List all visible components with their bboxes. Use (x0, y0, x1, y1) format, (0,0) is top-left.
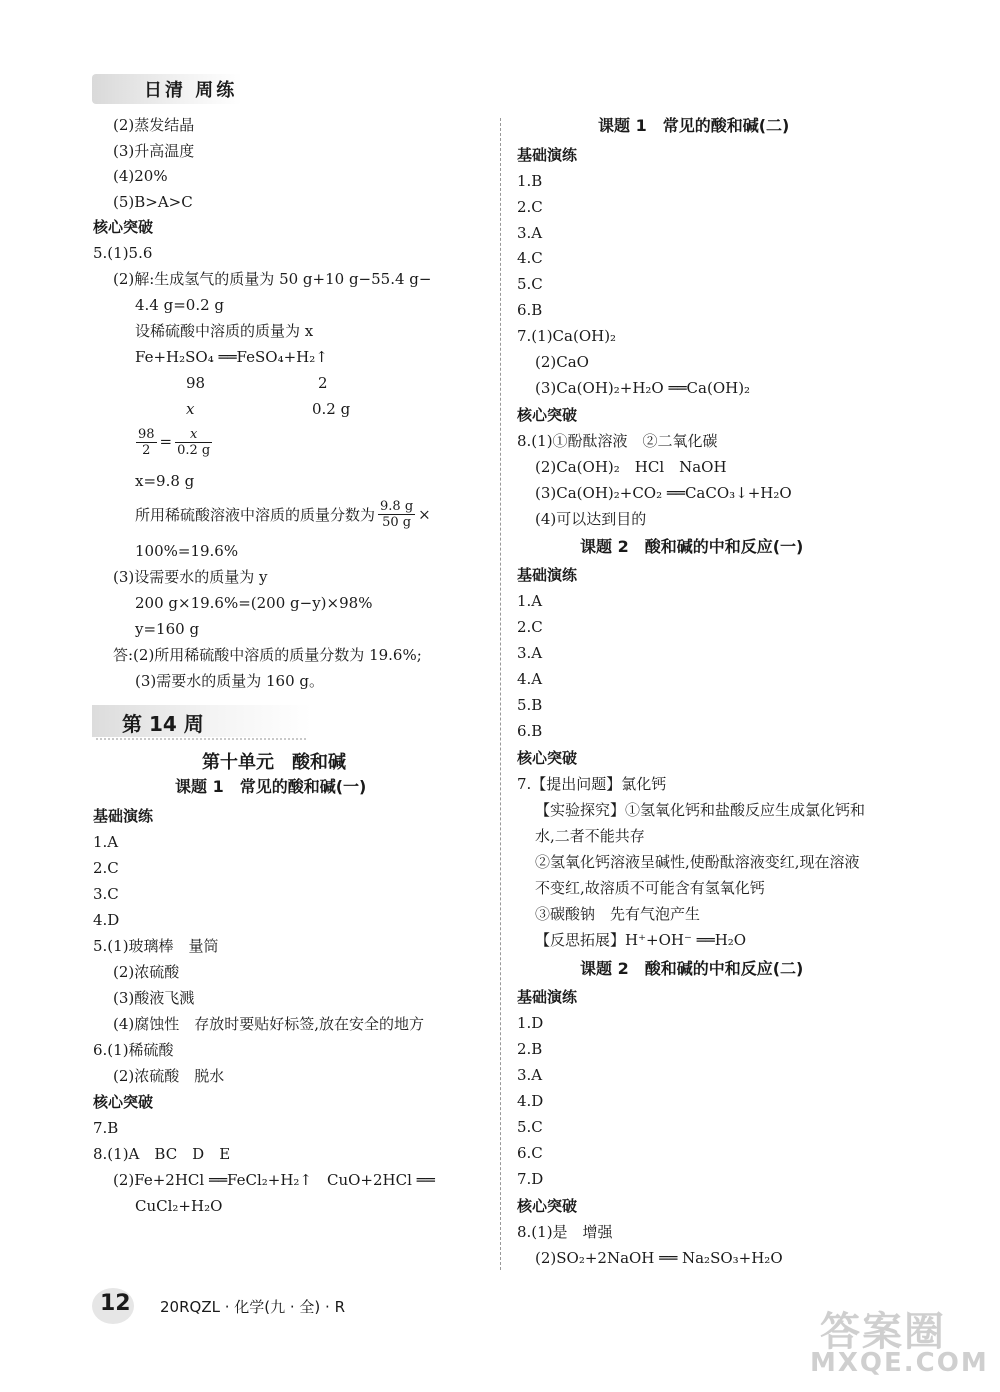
answer-line: (2)解:生成氢气的质量为 50 g+10 g−55.4 g− (113, 270, 432, 288)
answer-line: 1.B (517, 172, 543, 190)
answer-line: 8.(1)①酚酞溶液 ②二氧化碳 (517, 432, 718, 450)
answer-line: 设稀硫酸中溶质的质量为 x (135, 322, 314, 340)
answer-line: 3.A (517, 644, 543, 662)
answer-line: (2)蒸发结晶 (113, 116, 195, 134)
answer-line: ②氢氧化钙溶液呈碱性,使酚酞溶液变红,现在溶液 (535, 853, 860, 871)
answer-line: (3)需要水的质量为 160 g。 (135, 672, 325, 690)
answer-line: (3)升高温度 (113, 142, 195, 160)
equation-value: 98 (186, 374, 206, 392)
section-label: 核心突破 (93, 1093, 154, 1111)
equation-value: 0.2 g (312, 400, 351, 418)
answer-line: 1.A (517, 592, 543, 610)
section-label: 核心突破 (517, 749, 578, 767)
answer-line: 2.C (517, 618, 543, 636)
answer-line: (2)Ca(OH)₂ HCl NaOH (535, 458, 727, 476)
fraction-denominator: 50 g (382, 515, 412, 530)
section-label: 基础演练 (517, 146, 578, 164)
answer-text: 所用稀硫酸溶液中溶质的质量分数为 (135, 506, 376, 524)
answer-line: 5.C (517, 1118, 543, 1136)
equation-line: 【反思拓展】H⁺+OH⁻ ══H₂O (535, 931, 747, 949)
answer-line: 8.(1)是 增强 (517, 1223, 613, 1241)
answer-line: y=160 g (135, 620, 200, 638)
lesson-title: 课题 2 酸和碱的中和反应(二) (580, 959, 804, 978)
watermark (800, 1300, 990, 1380)
answer-line: 3.C (93, 885, 119, 903)
answer-line: (4)腐蚀性 存放时要贴好标签,放在安全的地方 (113, 1015, 425, 1033)
answer-line: (3)酸液飞溅 (113, 989, 195, 1007)
answer-line: 8.(1)A BC D E (93, 1145, 231, 1163)
week-underline (96, 738, 306, 740)
section-label: 基础演练 (517, 566, 578, 584)
answer-line: 6.B (517, 301, 543, 319)
answer-line: 7.(1)Ca(OH)₂ (517, 327, 617, 345)
answer-line: 3.A (517, 224, 543, 242)
answer-line: 100%=19.6% (135, 542, 239, 560)
times-sign: × (418, 505, 431, 524)
proportion-equation (133, 427, 215, 458)
fraction-numerator: 9.8 g (380, 499, 414, 514)
equation-line: CuCl₂+H₂O (135, 1197, 223, 1215)
equation-line: Fe+H₂SO₄ ══FeSO₄+H₂↑ (135, 348, 328, 366)
mass-fraction-line (135, 499, 431, 530)
answer-line: 7.【提出问题】氯化钙 (517, 775, 667, 793)
answer-line: 5.(1)5.6 (93, 244, 153, 262)
answer-line: 2.C (93, 859, 119, 877)
answer-line: (5)B>A>C (113, 193, 193, 211)
answer-line: 4.D (517, 1092, 544, 1110)
equation-line: (3)Ca(OH)₂+H₂O ══Ca(OH)₂ (535, 379, 751, 397)
equals-sign: = (159, 432, 173, 451)
equation-line: (2)Fe+2HCl ══FeCl₂+H₂↑ CuO+2HCl ══ (113, 1171, 435, 1189)
answer-line: ③碳酸钠 先有气泡产生 (535, 905, 701, 923)
fraction (136, 427, 157, 458)
answer-line: 6.B (517, 722, 543, 740)
answer-line: 水,二者不能共存 (535, 827, 645, 845)
answer-line: (2)CaO (535, 353, 589, 371)
fraction-denominator: 2 (142, 443, 151, 458)
lesson-title: 课题 1 常见的酸和碱(二) (598, 116, 790, 135)
answer-line: (2)浓硫酸 (113, 963, 180, 981)
answer-line: 不变红,故溶质不可能含有氢氧化钙 (535, 879, 765, 897)
answer-line: 4.4 g=0.2 g (135, 296, 225, 314)
fraction-numerator: 98 (138, 427, 155, 442)
section-label: 核心突破 (517, 406, 578, 424)
equation-line: (3)Ca(OH)₂+CO₂ ══CaCO₃↓+H₂O (535, 484, 792, 502)
fraction-numerator: x (175, 427, 212, 443)
answer-line: 2.C (517, 198, 543, 216)
answer-line: (4)20% (113, 167, 168, 185)
answer-line: 4.C (517, 249, 543, 267)
equation-value: x (186, 400, 195, 418)
header-title: 日清 周练 (144, 80, 238, 101)
answer-line: 5.C (517, 275, 543, 293)
unit-title: 第十单元 酸和碱 (202, 752, 346, 773)
answer-line: 6.(1)稀硫酸 (93, 1041, 174, 1059)
answer-line: 5.(1)玻璃棒 量筒 (93, 937, 219, 955)
answer-line: x=9.8 g (135, 472, 195, 490)
fraction (175, 427, 212, 458)
answer-line: 7.D (517, 1170, 544, 1188)
lesson-title: 课题 2 酸和碱的中和反应(一) (580, 537, 804, 556)
answer-line: 答:(2)所用稀硫酸中溶质的质量分数为 19.6%; (113, 646, 422, 664)
answer-line: 3.A (517, 1066, 543, 1084)
answer-line: (3)设需要水的质量为 y (113, 568, 268, 586)
answer-line: 4.A (517, 670, 543, 688)
answer-line: (2)浓硫酸 脱水 (113, 1067, 225, 1085)
answer-line: 6.C (517, 1144, 543, 1162)
book-code: 20RQZL · 化学(九 · 全) · R (160, 1298, 345, 1316)
section-label: 基础演练 (93, 807, 154, 825)
equation-value: 2 (318, 374, 328, 392)
watermark-logo-text: 答案圈 (820, 1309, 946, 1355)
answer-line: 200 g×19.6%=(200 g−y)×98% (135, 594, 373, 612)
answer-line: 4.D (93, 911, 120, 929)
watermark-site-text: MXQE.COM (810, 1348, 989, 1378)
section-label: 基础演练 (517, 988, 578, 1006)
answer-line: 1.D (517, 1014, 544, 1032)
equation-line: (2)SO₂+2NaOH ══ Na₂SO₃+H₂O (535, 1249, 783, 1267)
fraction (378, 499, 415, 530)
column-divider (500, 118, 501, 1270)
fraction-denominator: 0.2 g (177, 443, 211, 458)
answer-line: 【实验探究】①氢氧化钙和盐酸反应生成氯化钙和 (535, 801, 866, 819)
answer-line: 5.B (517, 696, 543, 714)
page-number: 12 (100, 1291, 131, 1316)
week-title: 第 14 周 (122, 712, 204, 736)
lesson-title: 课题 1 常见的酸和碱(一) (175, 777, 367, 796)
answer-line: 1.A (93, 833, 119, 851)
section-label: 核心突破 (93, 218, 154, 236)
answer-line: (4)可以达到目的 (535, 510, 647, 528)
answer-line: 7.B (93, 1119, 119, 1137)
section-label: 核心突破 (517, 1197, 578, 1215)
answer-line: 2.B (517, 1040, 543, 1058)
